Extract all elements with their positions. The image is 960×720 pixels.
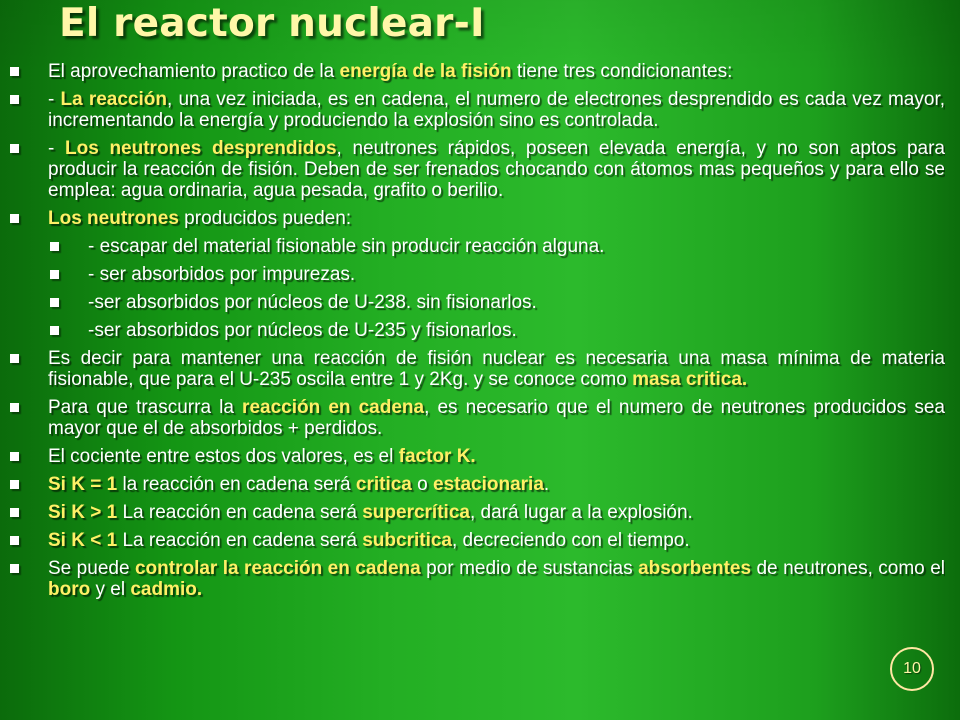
item-text: Es decir para mantener una reacción de fisión nuclear es necesaria una masa mínima de materia fisionable, que para el U-235 oscila entre 1 y 2Kg. y se conoce como (48, 348, 945, 390)
item-text: Se puede (48, 558, 135, 579)
square-bullet-icon (10, 95, 19, 104)
highlighted-text: supercrítica (362, 502, 470, 523)
highlighted-text: factor K. (398, 446, 476, 467)
highlighted-text: absorbentes (638, 558, 752, 579)
item-text: y el (90, 579, 131, 600)
bullet-item (10, 397, 945, 439)
bullet-list (10, 61, 945, 600)
square-bullet-icon (10, 403, 19, 412)
square-bullet-icon (50, 326, 59, 335)
item-text: - (48, 89, 61, 110)
bullet-item (10, 208, 945, 229)
highlighted-text: Si K > 1 (48, 502, 118, 523)
bullet-item (10, 89, 945, 131)
item-text: o (411, 474, 433, 495)
item-text: la reacción en cadena será (117, 474, 356, 495)
item-text: -ser absorbidos por núcleos de U-238. sin fisionarlos. (88, 292, 537, 313)
highlighted-text: subcritica (362, 530, 452, 551)
item-text: producidos pueden: (178, 208, 352, 229)
highlighted-text: cadmio. (130, 579, 203, 600)
item-text: de neutrones, como el (751, 558, 945, 579)
item-text: , dará lugar a la explosión. (469, 502, 693, 523)
square-bullet-icon (10, 452, 19, 461)
item-text: , es necesario que el numero de neutrones producidos sea mayor que el de absorbidos + perdidos. (48, 397, 945, 439)
highlighted-text: Si K = 1 (48, 474, 118, 495)
square-bullet-icon (10, 144, 19, 153)
highlighted-text: reacción en cadena (242, 397, 425, 418)
item-text: Para que trascurra la (48, 397, 243, 418)
item-text: . (543, 474, 550, 495)
highlighted-text: Si K < 1 (48, 530, 118, 551)
item-text: , decreciendo con el tiempo. (452, 530, 690, 551)
square-bullet-icon (10, 354, 19, 363)
highlighted-text: La reacción (60, 89, 167, 110)
bullet-item (10, 348, 945, 390)
bullet-item (10, 61, 945, 82)
bullet-item (10, 558, 945, 600)
item-text: tiene tres condicionantes: (511, 61, 733, 82)
square-bullet-icon (50, 298, 59, 307)
bullet-item (10, 530, 945, 551)
item-text: , neutrones rápidos, poseen elevada energía, y no son aptos para producir la reacción de fisión. Deben de ser frenados chocando con átomos mas pequeños y para ello se emplea: agua ordinaria, agua pesada, grafito o berilio. (48, 138, 945, 201)
highlighted-text: masa critica. (632, 369, 748, 390)
item-text: - ser absorbidos por impurezas. (88, 264, 356, 285)
item-text: - (48, 138, 65, 159)
bullet-item (10, 446, 945, 467)
highlighted-text: Los neutrones (48, 208, 179, 229)
sub-bullet-item (50, 320, 945, 341)
bullet-item (10, 474, 945, 495)
item-text: El cociente entre estos dos valores, es el (48, 446, 399, 467)
highlighted-text: Los neutrones desprendidos (65, 138, 337, 159)
highlighted-text: critica (355, 474, 412, 495)
item-text: El aprovechamiento practico de la (48, 61, 340, 82)
square-bullet-icon (10, 536, 19, 545)
item-text: , una vez iniciada, es en cadena, el numero de electrones desprendido es cada vez mayor, incrementando la energía y produciendo la explosión sino es controlada. (48, 89, 945, 131)
slide-title: El reactor nuclear-I (59, 1, 485, 46)
square-bullet-icon (10, 480, 19, 489)
square-bullet-icon (50, 242, 59, 251)
square-bullet-icon (50, 270, 59, 279)
item-text: -ser absorbidos por núcleos de U-235 y fisionarlos. (88, 320, 517, 341)
bullet-item (10, 138, 945, 201)
item-text: La reacción en cadena será (117, 502, 363, 523)
slide-content (10, 61, 945, 716)
square-bullet-icon (10, 67, 19, 76)
highlighted-text: energía de la fisión (339, 61, 512, 82)
highlighted-text: estacionaria (433, 474, 544, 495)
item-text: por medio de sustancias (420, 558, 639, 579)
square-bullet-icon (10, 508, 19, 517)
square-bullet-icon (10, 214, 19, 223)
item-text: La reacción en cadena será (117, 530, 363, 551)
sub-bullet-item (50, 264, 945, 285)
highlighted-text: boro (48, 579, 91, 600)
bullet-item (10, 502, 945, 523)
highlighted-text: controlar la reacción en cadena (134, 558, 421, 579)
page-number: 10 (890, 647, 934, 691)
square-bullet-icon (10, 564, 19, 573)
sub-bullet-item (50, 292, 945, 313)
sub-bullet-item (50, 236, 945, 257)
item-text: - escapar del material fisionable sin producir reacción alguna. (88, 236, 605, 257)
